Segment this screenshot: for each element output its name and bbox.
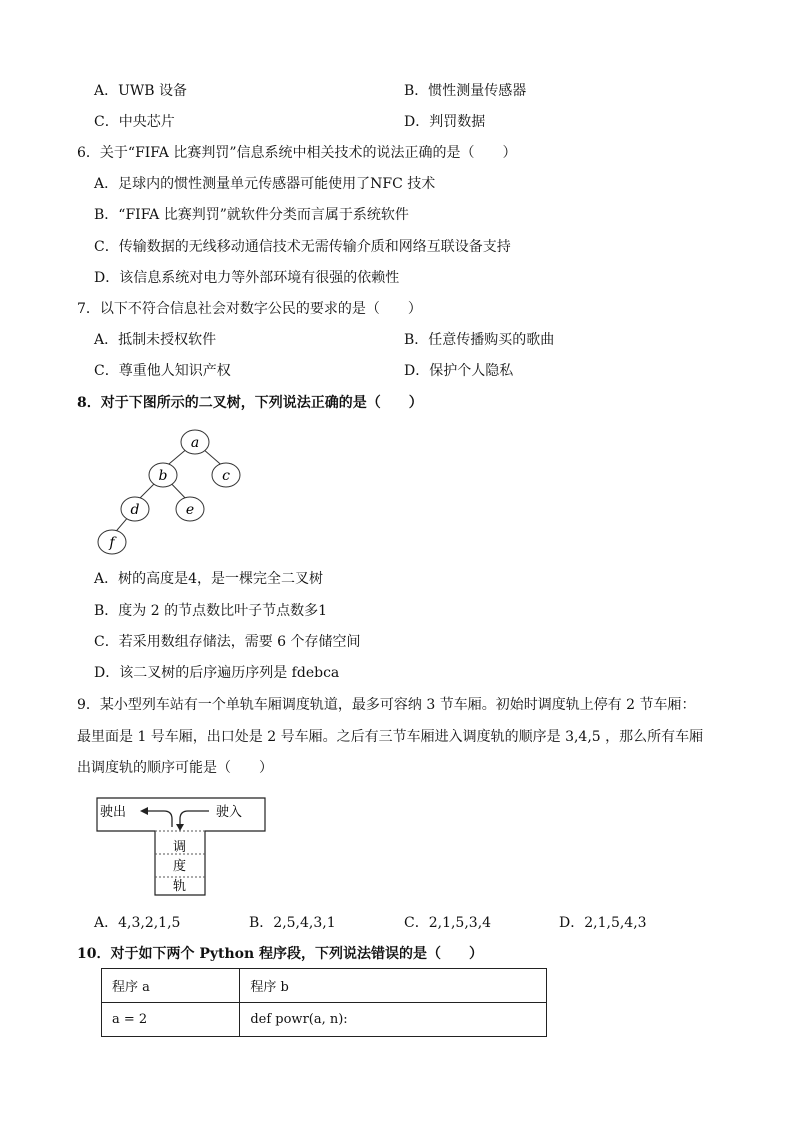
tree-node-d-label: d — [130, 502, 140, 518]
q9-option-a: A．4,3,2,1,5 — [94, 915, 181, 931]
tree-node-c-label: c — [222, 468, 230, 484]
q7-option-c: C．尊重他人知识产权 — [94, 363, 231, 379]
q8-option-c: C．若采用数组存储法，需要 6 个存储空间 — [94, 634, 361, 650]
q6-option-b: B．“FIFA 比赛判罚”就软件分类而言属于系统软件 — [94, 207, 409, 223]
track-char-2: 度 — [173, 859, 187, 874]
q8-option-a: A．树的高度是4，是一棵完全二叉树 — [94, 571, 324, 587]
program-comparison-table — [101, 968, 547, 1037]
q8-option-b: B．度为 2 的节点数比叶子节点数多1 — [94, 603, 328, 619]
tree-node-f-label: f — [109, 535, 115, 551]
table-header-cell: 程序 b — [240, 969, 547, 1003]
q7-stem: 7．以下不符合信息社会对数字公民的要求的是（ ） — [77, 301, 422, 317]
q7-option-a: A．抵制未授权软件 — [94, 332, 217, 348]
q5-option-d: D．判罚数据 — [404, 114, 486, 130]
tree-node-a-label: a — [190, 435, 200, 451]
q8-option-d: D．该二叉树的后序遍历序列是 fdebca — [94, 665, 340, 681]
table-cell: def powr(a, n): — [240, 1003, 547, 1037]
exit-label: 驶出 — [100, 805, 127, 820]
q5-option-a: A．UWB 设备 — [94, 83, 188, 99]
q7-option-d: D．保护个人隐私 — [404, 363, 514, 379]
q6-option-a: A．足球内的惯性测量单元传感器可能使用了NFC 技术 — [94, 176, 436, 192]
table-row — [102, 1003, 547, 1037]
q9-option-b: B．2,5,4,3,1 — [249, 915, 336, 931]
q8-stem: 8．对于下图所示的二叉树，下列说法正确的是（ ） — [77, 395, 423, 411]
binary-tree-diagram — [92, 424, 252, 559]
track-char-3: 轨 — [173, 879, 187, 894]
table-cell: a = 2 — [102, 1003, 240, 1037]
q10-stem: 10．对于如下两个 Python 程序段，下列说法错误的是（ ） — [77, 946, 484, 962]
enter-label: 驶入 — [216, 805, 243, 820]
q5-option-c: C．中央芯片 — [94, 114, 175, 130]
q9-option-c: C．2,1,5,3,4 — [404, 915, 492, 931]
q6-option-d: D．该信息系统对电力等外部环境有很强的依赖性 — [94, 270, 400, 286]
q7-option-b: B．任意传播购买的歌曲 — [404, 332, 555, 348]
railway-track-diagram — [96, 797, 266, 897]
q9-stem-line3: 出调度轨的顺序可能是（ ） — [77, 760, 273, 776]
table-header-row — [102, 969, 547, 1003]
q6-stem: 6．关于“FIFA 比赛判罚”信息系统中相关技术的说法正确的是（ ） — [77, 145, 517, 161]
track-char-1: 调 — [173, 840, 187, 855]
tree-node-b-label: b — [158, 468, 168, 484]
q9-stem-line1: 9．某小型列车站有一个单轨车厢调度轨道，最多可容纳 3 节车厢。初始时调度轨上停有 2 节车厢： — [77, 697, 696, 713]
q6-option-c: C．传输数据的无线移动通信技术无需传输介质和网络互联设备支持 — [94, 239, 511, 255]
q5-option-b: B．惯性测量传感器 — [404, 83, 527, 99]
tree-node-e-label: e — [185, 502, 195, 518]
table-header-cell: 程序 a — [102, 969, 240, 1003]
q9-stem-line2: 最里面是 1 号车厢，出口处是 2 号车厢。之后有三节车厢进入调度轨的顺序是 3,4,5 ，那么所有车厢 — [77, 729, 704, 745]
q9-option-d: D．2,1,5,4,3 — [559, 915, 647, 931]
